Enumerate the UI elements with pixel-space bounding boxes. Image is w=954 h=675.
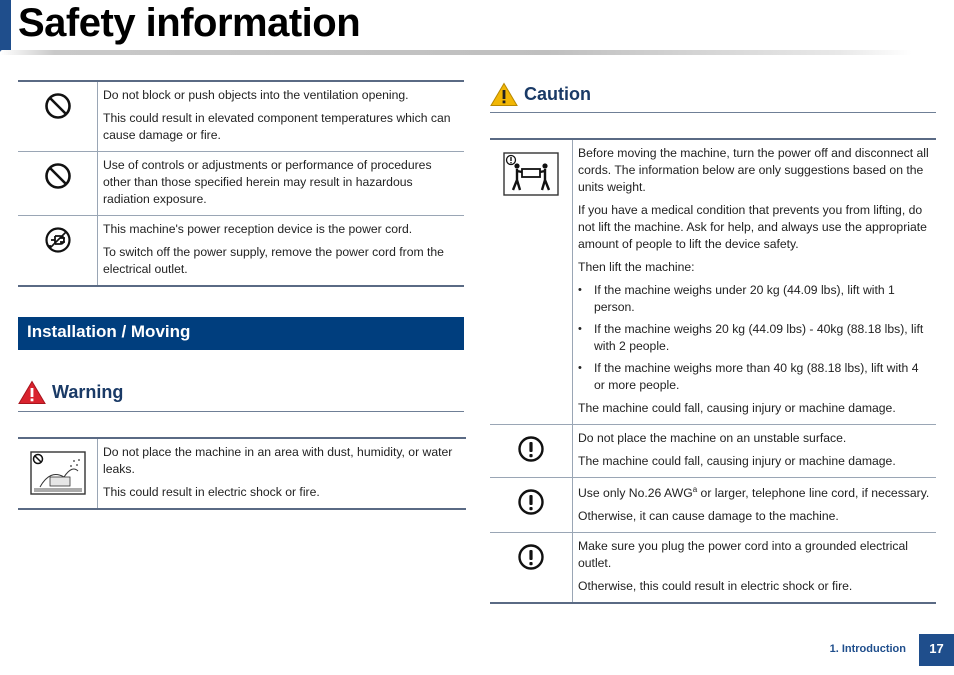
two-person-lift-icon <box>503 152 559 196</box>
list-item: • If the machine weighs more than 40 kg (88.18 lbs), lift with 4 or more people. <box>578 360 930 394</box>
row-text: Before moving the machine, turn the power off and disconnect all cords. The information below are only suggestions based on the units weight. <box>578 146 929 194</box>
awg-text: Use only No.26 AWG <box>578 486 693 500</box>
table-row <box>18 216 464 287</box>
warning-triangle-icon <box>18 380 46 405</box>
section-title-installation: Installation / Moving <box>18 317 464 350</box>
awg-text-rest: or larger, telephone line cord, if necessary. <box>697 486 930 500</box>
table-row <box>18 81 464 152</box>
caution-label: Caution <box>524 84 591 104</box>
row-text: Then lift the machine: <box>578 260 695 274</box>
no-dust-humidity-icon <box>30 451 86 495</box>
list-item: • If the machine weighs under 20 kg (44.09 lbs), lift with 1 person. <box>578 282 930 316</box>
exclamation-icon <box>517 488 545 516</box>
caution-rule <box>490 112 936 113</box>
row-text: Do not place the machine on an unstable surface. <box>578 431 847 445</box>
row-text: Otherwise, it can cause damage to the machine. <box>578 509 839 523</box>
row-text <box>578 485 930 502</box>
row-text: Make sure you plug the power cord into a grounded electrical outlet. <box>578 539 908 570</box>
header-accent-bar <box>0 0 11 52</box>
caution-triangle-icon <box>490 82 518 107</box>
weight-list <box>578 282 930 394</box>
row-text: Use of controls or adjustments or performance of procedures other than those specified herein may result in hazardous radiation exposure. <box>103 158 432 206</box>
table-row <box>490 139 936 425</box>
footer-section-link[interactable]: 1. Introduction <box>829 643 906 655</box>
prohibition-icon <box>44 92 72 120</box>
warning-table <box>18 437 466 510</box>
row-text: This could result in electric shock or fire. <box>103 485 320 499</box>
row-text: This could result in elevated component temperatures which can cause damage or fire. <box>103 111 451 142</box>
caution-heading <box>490 82 591 107</box>
row-text: Do not block or push objects into the ventilation opening. <box>103 88 409 102</box>
row-text: To switch off the power supply, remove the power cord from the electrical outlet. <box>103 245 444 276</box>
warning-heading <box>18 380 123 405</box>
table-row <box>18 152 464 216</box>
title-rule <box>0 50 912 55</box>
caution-table <box>490 138 936 604</box>
page-number: 17 <box>919 634 954 666</box>
warning-rule <box>18 411 464 412</box>
row-text: The machine could fall, causing injury or machine damage. <box>578 454 896 468</box>
table-row <box>490 533 936 604</box>
page-title: Safety information <box>18 1 361 45</box>
footnote-marker: a <box>692 484 698 494</box>
table-row <box>18 438 466 509</box>
table-row <box>490 478 936 533</box>
row-text: Otherwise, this could result in electric shock or fire. <box>578 579 853 593</box>
table-row <box>490 425 936 478</box>
prohibition-icon <box>44 162 72 190</box>
row-text: The machine could fall, causing injury or machine damage. <box>578 401 896 415</box>
power-plug-icon <box>44 226 72 254</box>
exclamation-icon <box>517 543 545 571</box>
row-text: If you have a medical condition that prevents you from lifting, do not lift the machine. Ask for help, and always use the appropriate amount of people to lift the device safety. <box>578 203 927 251</box>
list-item: • If the machine weighs 20 kg (44.09 lbs) - 40kg (88.18 lbs), lift with 2 people. <box>578 321 930 355</box>
row-text: This machine's power reception device is the power cord. <box>103 222 413 236</box>
exclamation-icon <box>517 435 545 463</box>
warning-label: Warning <box>52 382 124 402</box>
ventilation-safety-table <box>18 80 464 287</box>
row-text: Do not place the machine in an area with dust, humidity, or water leaks. <box>103 445 453 476</box>
